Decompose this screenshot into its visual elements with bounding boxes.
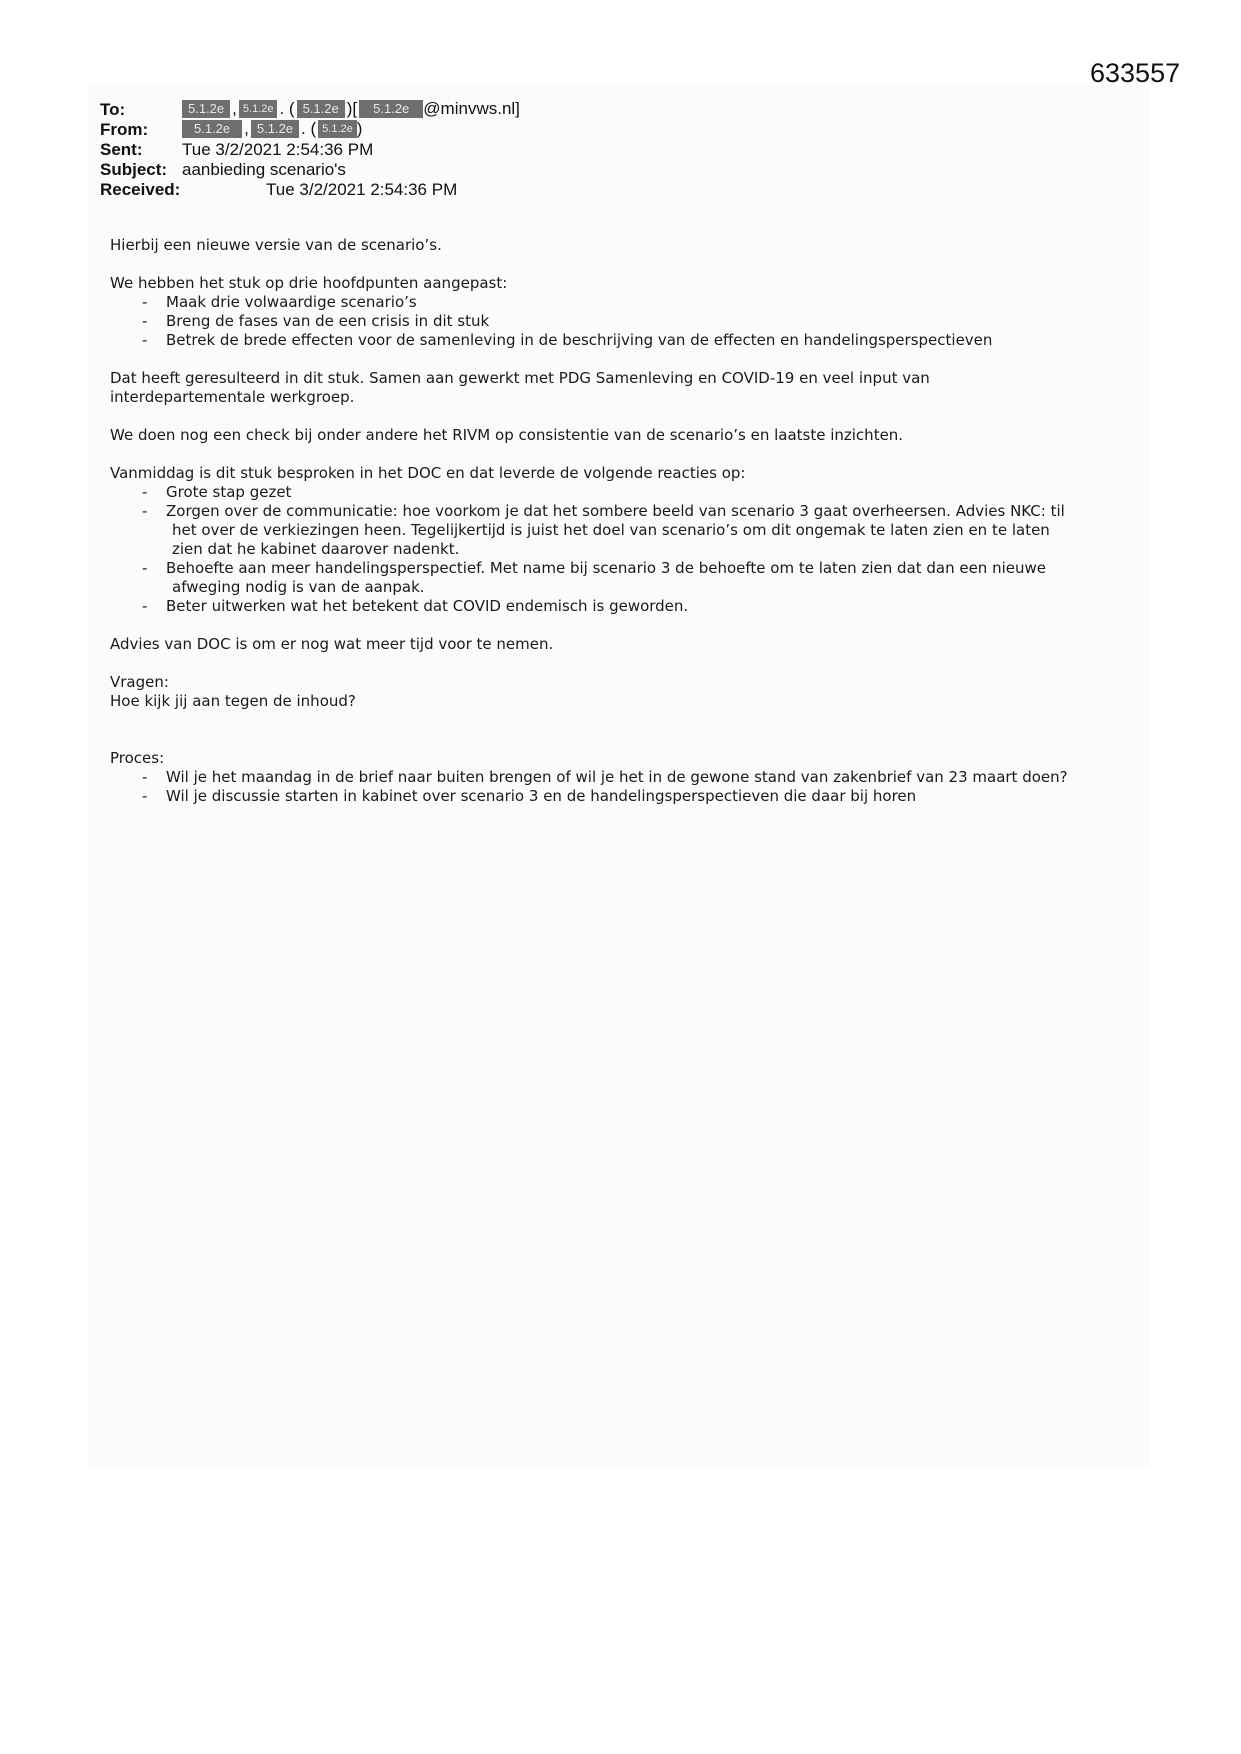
subject-value: aanbieding scenario's bbox=[182, 160, 346, 179]
list-item: - Maak drie volwaardige scenario’s bbox=[110, 293, 1125, 312]
changes-list bbox=[110, 293, 1125, 350]
list-item bbox=[110, 502, 1125, 559]
advice-paragraph: Advies van DOC is om er nog wat meer tijd voor te nemen. bbox=[110, 635, 554, 653]
subject-label: Subject: bbox=[100, 160, 168, 179]
process-label: Proces: bbox=[110, 749, 165, 767]
list-item: - Grote stap gezet bbox=[110, 483, 1125, 502]
list-item-line: zien dat he kabinet daarover nadenkt. bbox=[172, 540, 460, 558]
result-paragraph-line: Dat heeft geresulteerd in dit stuk. Samen aan gewerkt met PDG Samenleving en COVID-19 en veel input van bbox=[110, 369, 930, 387]
to-label: To: bbox=[100, 100, 126, 119]
process-list bbox=[110, 768, 1125, 806]
document-number: 633557 bbox=[1090, 58, 1181, 88]
reactions-list bbox=[110, 483, 1125, 616]
intro-paragraph: Hierbij een nieuwe versie van de scenario’s. bbox=[110, 236, 442, 254]
list-item: - Wil je discussie starten in kabinet over scenario 3 en de handelingsperspectieven die daar bij horen bbox=[110, 787, 1125, 806]
received-label: Received: bbox=[100, 180, 181, 199]
list-item-line: afweging nodig is van de aanpak. bbox=[172, 578, 425, 596]
redaction-box: 5.1.2e bbox=[318, 120, 357, 138]
email-body bbox=[110, 236, 1125, 806]
redaction-box: 5.1.2e bbox=[297, 100, 345, 118]
list-item-line: het over de verkiezingen heen. Tegelijkertijd is juist het doel van scenario’s om dit ongemak te laten zien en te laten bbox=[172, 521, 1050, 539]
check-paragraph: We doen nog een check bij onder andere het RIVM op consistentie van de scenario’s en laatste inzichten. bbox=[110, 426, 904, 444]
redaction-box: 5.1.2e bbox=[359, 100, 423, 118]
reactions-intro: Vanmiddag is dit stuk besproken in het DOC en dat leverde de volgende reacties op: bbox=[110, 464, 746, 482]
redaction-box: 5.1.2e bbox=[239, 100, 278, 118]
sent-label: Sent: bbox=[100, 140, 143, 159]
list-item-line: Zorgen over de communicatie: hoe voorkom je dat het sombere beeld van scenario 3 gaat overheersen. Advies NKC: til bbox=[166, 502, 1065, 520]
from-label: From: bbox=[100, 120, 149, 139]
list-item: - Wil je het maandag in de brief naar buiten brengen of wil je het in de gewone stand van zakenbrief van 23 maart doen? bbox=[110, 768, 1125, 787]
changes-intro: We hebben het stuk op drie hoofdpunten aangepast: bbox=[110, 274, 508, 292]
redaction-box: 5.1.2e bbox=[182, 100, 230, 118]
received-value: Tue 3/2/2021 2:54:36 PM bbox=[266, 180, 458, 199]
list-item: - Beter uitwerken wat het betekent dat COVID endemisch is geworden. bbox=[110, 597, 1125, 616]
redaction-box: 5.1.2e bbox=[182, 120, 242, 138]
to-email-suffix: @minvws.nl] bbox=[423, 99, 520, 118]
list-item: - Breng de fases van de een crisis in dit stuk bbox=[110, 312, 1125, 331]
from-value: 5.1.2e , 5.1.2e . ( 5.1.2e ) bbox=[182, 119, 362, 139]
to-value: 5.1.2e , 5.1.2e . ( 5.1.2e )[ 5.1.2e @minvws.nl] bbox=[182, 99, 520, 119]
question-line: Hoe kijk jij aan tegen de inhoud? bbox=[110, 692, 356, 710]
questions-label: Vragen: bbox=[110, 673, 169, 691]
result-paragraph-line: interdepartementale werkgroep. bbox=[110, 388, 355, 406]
list-item-line: Behoefte aan meer handelingsperspectief. Met name bij scenario 3 de behoefte om te laten zien dat dan een nieuwe bbox=[166, 559, 1046, 577]
redaction-box: 5.1.2e bbox=[251, 120, 299, 138]
sent-value: Tue 3/2/2021 2:54:36 PM bbox=[182, 140, 374, 159]
list-item bbox=[110, 559, 1125, 597]
list-item: - Betrek de brede effecten voor de samenleving in de beschrijving van de effecten en handelingsperspectieven bbox=[110, 331, 1125, 350]
